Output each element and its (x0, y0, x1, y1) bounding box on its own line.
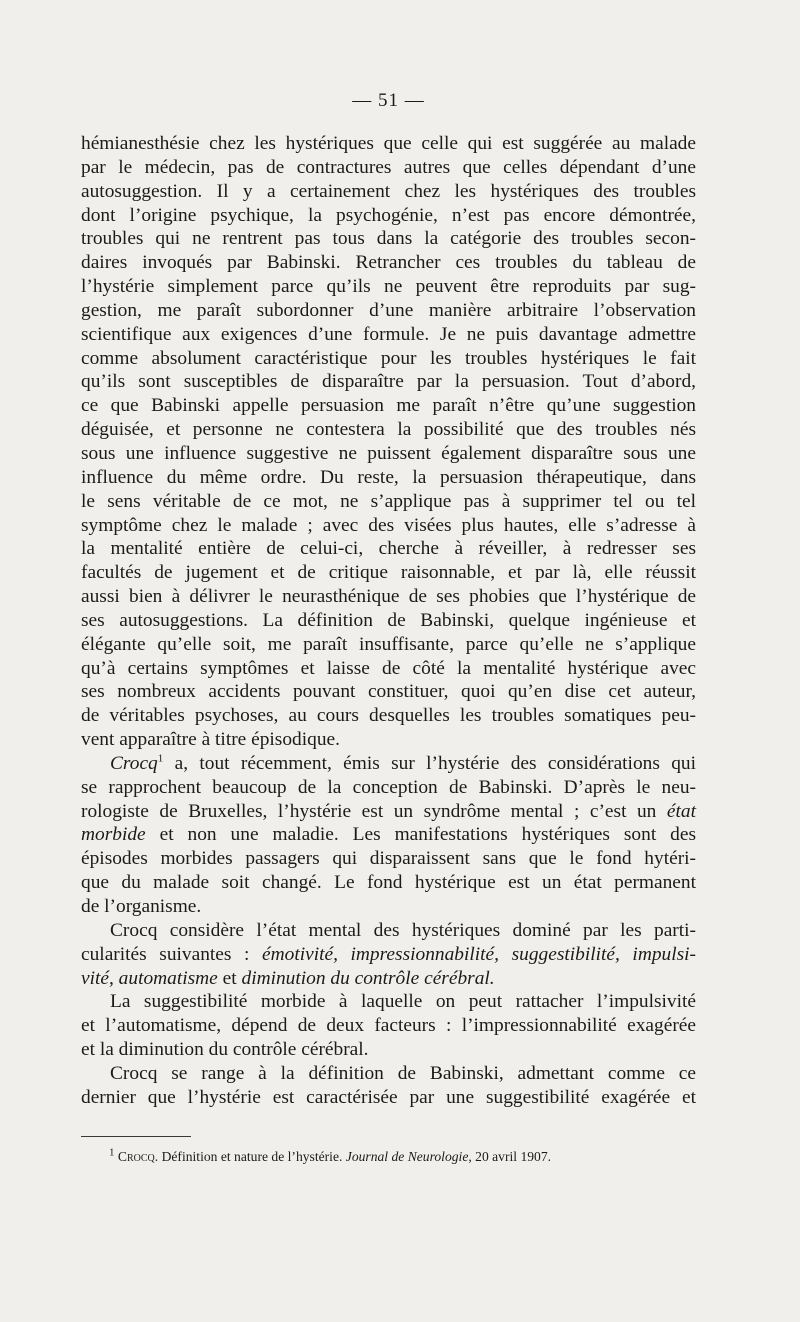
text-line: symptôme chez le malade ; avec des visées plus hautes, elle s’adresse à (81, 514, 696, 536)
text-line (81, 943, 696, 967)
text-line: troubles qui ne rentrent pas tous dans la catégorie des troubles secon- (81, 228, 696, 250)
author-name-crocq: Crocq (110, 752, 158, 774)
paragraph-2 (81, 752, 696, 919)
text-line: Crocq se range à la définition de Babinski, admettant comme ce (110, 1062, 696, 1084)
text-line: daires invoqués par Babinski. Retrancher ces troubles du tableau de (81, 252, 696, 274)
page-number: — 51 — (352, 90, 425, 111)
paragraph-3 (81, 919, 696, 991)
text-span: cularités suivantes : (81, 943, 263, 965)
text-line: vent apparaître à titre épisodique. (81, 729, 340, 751)
text-line: ce que Babinski appelle persuasion me paraît n’être qu’une suggestion (81, 395, 696, 417)
text-line (81, 752, 696, 776)
text-line: l’hystérie simplement parce qu’ils ne peuvent être reproduits par sug- (81, 276, 696, 298)
text-line (81, 800, 696, 824)
footnote-marker: 1 (157, 752, 164, 765)
footnote-author: Crocq (117, 1148, 155, 1164)
text-line: par le médecin, pas de contractures autres que celles dépendant d’une (81, 156, 696, 178)
text-line: Crocq considère l’état mental des hystériques dominé par les parti- (110, 919, 696, 941)
footnote-marker: 1 (109, 1146, 115, 1159)
paragraph-5 (81, 1062, 696, 1110)
italic-term: vité, automatisme (81, 967, 218, 989)
italic-term: morbide (81, 824, 146, 846)
text-span: et non une maladie. Les manifestations hystériques sont des (145, 824, 696, 846)
text-line: et l’automatisme, dépend de deux facteurs : l’impressionnabilité exagérée (81, 1015, 696, 1037)
italic-term: état (666, 800, 696, 822)
italic-term: diminution du contrôle cérébral. (241, 967, 495, 989)
footnote-journal: Journal de Neurologie (345, 1148, 469, 1164)
italic-term: émotivité, impressionnabilité, suggestibilité, impulsi- (262, 943, 696, 965)
paragraph-4 (81, 990, 696, 1062)
text-line: le sens véritable de ce mot, ne s’applique pas à supprimer tel ou tel (81, 490, 696, 512)
text-line: élégante qu’elle soit, me paraît insuffisante, parce qu’elle ne s’applique (81, 633, 696, 655)
text-line: que du malade soit changé. Le fond hystérique est un état permanent (81, 872, 696, 894)
text-line: déguisée, et personne ne contestera la possibilité que des troubles nés (81, 419, 696, 441)
text-line: ses autosuggestions. La définition de Babinski, quelque ingénieuse et (81, 609, 696, 631)
body-text (81, 132, 696, 1110)
footnote-date: , 20 avril 1907. (468, 1148, 552, 1164)
text-line: sous une influence suggestive ne puissent également disparaître sous une (81, 442, 696, 464)
text-line: et la diminution du contrôle cérébral. (81, 1039, 369, 1061)
text-line: se rapprochent beaucoup de la conception de Babinski. D’après le neu- (81, 776, 696, 798)
text-span: a, tout récemment, émis sur l’hystérie des considérations qui (163, 752, 696, 774)
text-line: qu’ils sont susceptibles de disparaître par la persuasion. Tout d’abord, (81, 371, 696, 393)
text-line: influence du même ordre. Du reste, la persuasion thérapeutique, dans (81, 466, 696, 488)
text-span: rologiste de Bruxelles, l’hystérie est un syndrôme mental ; c’est un (81, 800, 657, 822)
text-line: comme absolument caractéristique pour les troubles hystériques le fait (81, 347, 696, 369)
text-line: gestion, me paraît subordonner d’une manière arbitraire l’observation (81, 299, 696, 321)
text-span: et (217, 967, 242, 989)
text-line: ses nombreux accidents pouvant constituer, quoi qu’en dise cet auteur, (81, 681, 696, 703)
text-line: dernier que l’hystérie est caractérisée par une suggestibilité exagérée et (81, 1086, 696, 1108)
page (81, 90, 696, 1165)
text-line: hémianesthésie chez les hystériques que celle qui est suggérée au malade (81, 133, 696, 154)
text-line: de véritables psychoses, au cours desquelles les troubles somatiques peu- (81, 705, 696, 727)
footnote (81, 1148, 696, 1165)
paragraph-1 (81, 132, 696, 752)
footnote-text: . Définition et nature de l’hystérie. (154, 1148, 346, 1164)
text-line: autosuggestion. Il y a certainement chez les hystériques des troubles (81, 180, 696, 202)
text-line: la mentalité entière de celui-ci, cherche à réveiller, à redresser ses (81, 538, 696, 560)
text-line: facultés de jugement et de critique raisonnable, et par là, elle réussit (81, 562, 696, 584)
text-line: de l’organisme. (81, 896, 202, 917)
text-line: aussi bien à délivrer le neurasthénique de ses phobies que l’hystérique de (81, 586, 696, 608)
text-line: dont l’origine psychique, la psychogénie, n’est pas encore démontrée, (81, 204, 696, 226)
text-line: épisodes morbides passagers qui disparaissent sans que le fond hytéri- (81, 848, 696, 870)
text-line (81, 823, 696, 847)
text-line (81, 967, 696, 991)
text-line: La suggestibilité morbide à laquelle on peut rattacher l’impulsivité (110, 991, 696, 1013)
text-line: qu’à certains symptômes et laisse de côté la mentalité hystérique avec (81, 657, 696, 679)
footnote-divider (81, 1136, 191, 1137)
text-line: scientifique aux exigences d’une formule. Je ne puis davantage admettre (81, 323, 696, 345)
